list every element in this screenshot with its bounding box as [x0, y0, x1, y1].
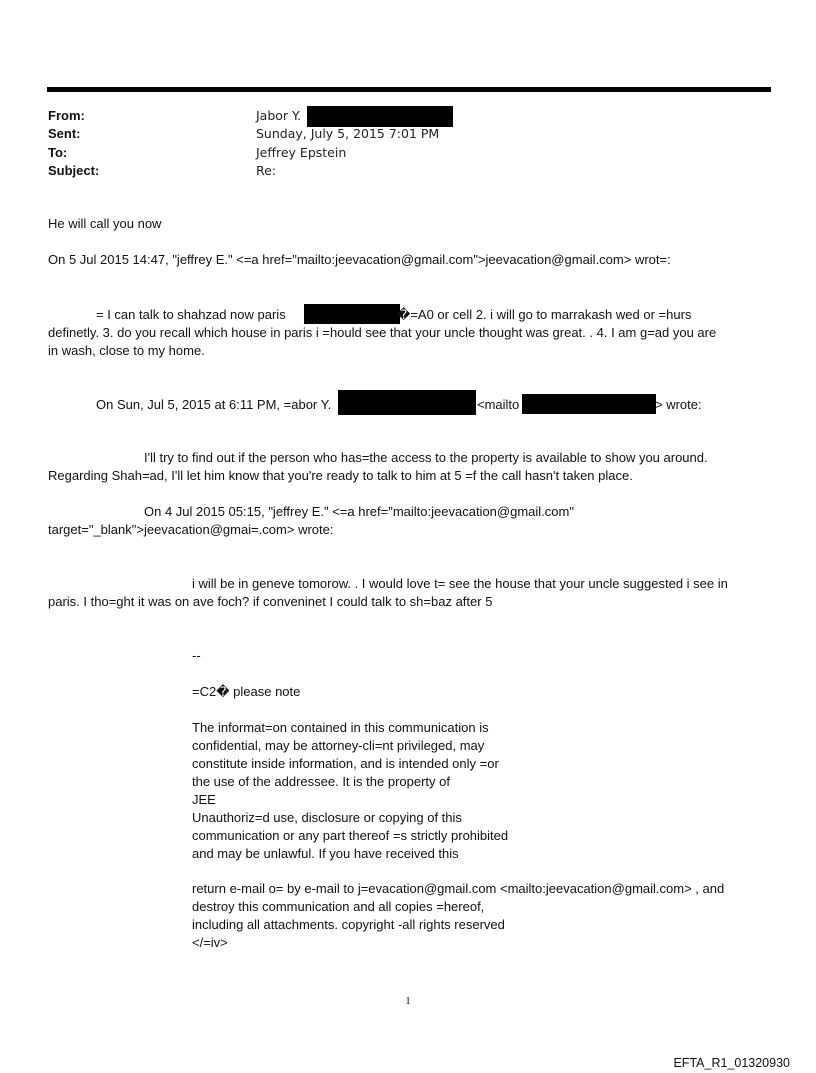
- to-value: Jeffrey Epstein: [256, 145, 347, 160]
- redaction-bar: [307, 106, 453, 127]
- redaction-bar: [338, 390, 476, 415]
- from-value: Jabor Y.: [256, 108, 302, 123]
- header-rule: [47, 87, 771, 92]
- quote-header-line: On 5 Jul 2015 14:47, "jeffrey E." <=a href="mailto:jeevacation@gmail.com">jeevacation@gmail.com> wrot=:: [48, 252, 671, 267]
- subject-value: Re:: [256, 163, 277, 178]
- quote-header-line: > wrote:: [655, 397, 702, 412]
- disclaimer-line: The informat=on contained in this communication is: [192, 720, 489, 735]
- sent-label: Sent:: [48, 126, 81, 141]
- redaction-bar: [522, 394, 656, 414]
- disclaimer-line: communication or any part thereof =s strictly prohibited: [192, 828, 509, 843]
- body-line: �=A0 or cell 2. i will go to marrakash wed or =hurs: [397, 307, 692, 322]
- body-line: i will be in geneve tomorow. . I would love t= see the house that your uncle suggested i see in: [192, 576, 728, 591]
- body-line: = I can talk to shahzad now paris: [96, 307, 286, 322]
- body-line: I'll try to find out if the person who has=the access to the property is available to show you around.: [144, 450, 708, 465]
- from-label: From:: [48, 108, 85, 123]
- disclaimer-line: Unauthoriz=d use, disclosure or copying of this: [192, 810, 462, 825]
- disclaimer-line: constitute inside information, and is intended only =or: [192, 756, 499, 771]
- disclaimer-line: return e-mail o= by e-mail to j=evacation@gmail.com <mailto:jeevacation@gmail.com> , and: [192, 881, 725, 896]
- body-line: paris. I tho=ght it was on ave foch? if conveninet I could talk to sh=baz after 5: [48, 594, 493, 609]
- disclaimer-line: confidential, may be attorney-cli=nt privileged, may: [192, 738, 485, 753]
- body-line: Regarding Shah=ad, I'll let him know that you're ready to talk to him at 5 =f the call hasn't taken place.: [48, 468, 633, 483]
- quote-header-line: On Sun, Jul 5, 2015 at 6:11 PM, =abor Y.: [96, 397, 332, 412]
- disclaimer-line: and may be unlawful. If you have received this: [192, 846, 459, 861]
- signature-separator: --: [192, 648, 201, 663]
- body-line: definetly. 3. do you recall which house in paris i =hould see that your uncle thought was great. . 4. I am g=ad you are: [48, 325, 717, 340]
- quote-header-line: On 4 Jul 2015 05:15, "jeffrey E." <=a href="mailto:jeevacation@gmail.com": [144, 504, 574, 519]
- document-id: EFTA_R1_01320930: [673, 1056, 790, 1070]
- to-label: To:: [48, 145, 68, 160]
- sent-value: Sunday, July 5, 2015 7:01 PM: [256, 126, 440, 141]
- disclaimer-line: the use of the addressee. It is the property of: [192, 774, 450, 789]
- subject-label: Subject:: [48, 163, 100, 178]
- disclaimer-line: </=iv>: [192, 935, 228, 950]
- disclaimer-line: destroy this communication and all copies =hereof,: [192, 899, 485, 914]
- disclaimer-line: JEE: [192, 792, 216, 807]
- page-number: 1: [405, 995, 411, 1007]
- body-line: in wash, close to my home.: [48, 343, 205, 358]
- quote-header-line: target="_blank">jeevacation@gmai=.com> wrote:: [48, 522, 334, 537]
- body-line: He will call you now: [48, 216, 162, 231]
- disclaimer-line: including all attachments. copyright -all rights reserved: [192, 917, 505, 932]
- redaction-bar: [304, 304, 400, 324]
- body-line: =C2� please note: [192, 684, 301, 699]
- quote-header-line: <mailto: [477, 397, 520, 412]
